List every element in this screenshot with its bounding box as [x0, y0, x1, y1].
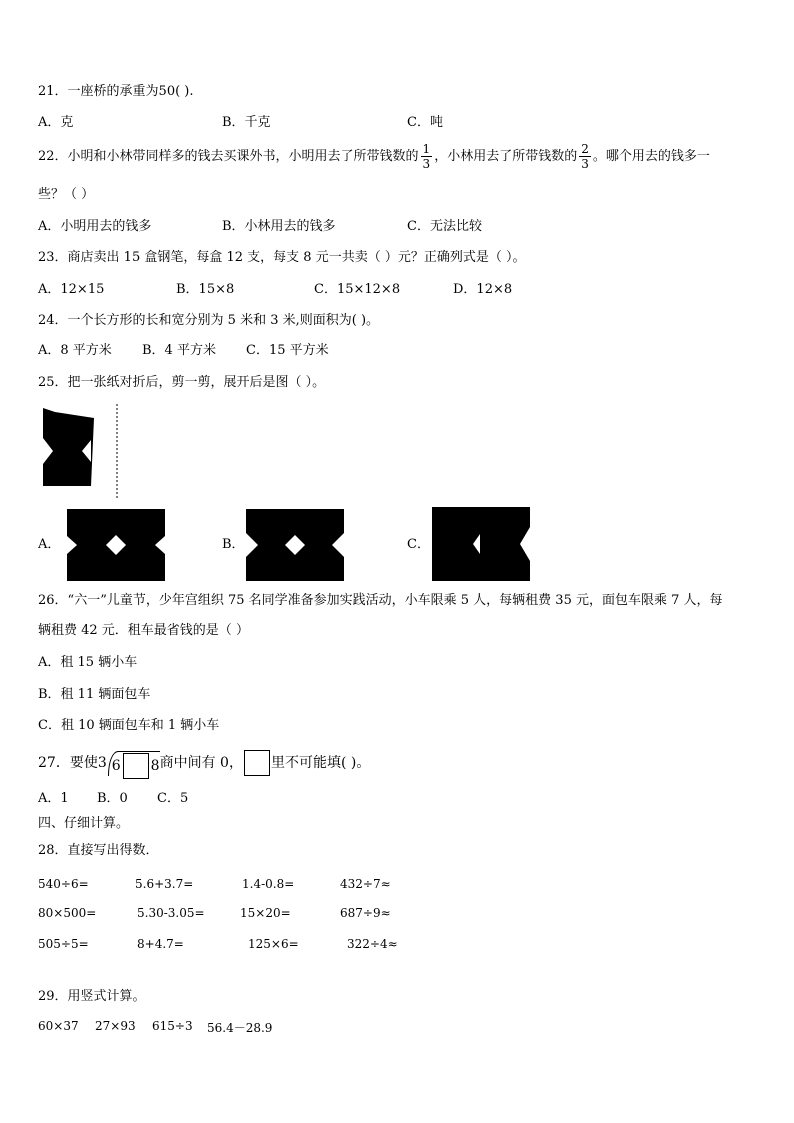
q22-stem-line2: 些？（ ）	[38, 187, 95, 202]
calc-r3-c2: 8+4.7=	[137, 937, 184, 951]
q27-stem-c: 里不可能填( )。	[270, 755, 371, 771]
q23-option-d[interactable]: D．12×8	[453, 282, 513, 297]
q27-option-c[interactable]: C．5	[157, 791, 189, 806]
q26-stem-line2: 辆租费 42 元．租车最省钱的是（ ）	[38, 623, 249, 638]
q22-fraction-2: $\frac{2}{3}$	[581, 142, 589, 171]
option-c-paper	[432, 507, 530, 581]
calc-r1-c4: 432÷7≈	[340, 877, 391, 891]
q26-option-c[interactable]: C．租 10 辆面包车和 1 辆小车	[38, 718, 220, 733]
q27-stem-b: 商中间有 0，	[159, 755, 243, 771]
vertical-calc-4: 56.4－28.9	[207, 1021, 273, 1035]
q24-option-a[interactable]: A．8 平方米	[38, 343, 112, 358]
q22-option-a[interactable]: A．小明用去的钱多	[38, 219, 152, 234]
calc-r3-c1: 505÷5=	[38, 937, 89, 951]
q27-dividend-b: 8	[150, 757, 160, 774]
q25-option-a-label[interactable]: A．	[38, 537, 61, 552]
q22-fraction-1: $\frac{1}{3}$	[422, 142, 431, 171]
q21-option-c[interactable]: C．吨	[407, 115, 443, 130]
calc-r2-c1: 80×500=	[38, 906, 97, 920]
dividend-blank-box[interactable]	[123, 753, 149, 779]
answer-blank-box[interactable]	[244, 750, 270, 776]
q27-option-b[interactable]: B．0	[97, 791, 128, 806]
q26-option-b[interactable]: B．租 11 辆面包车	[38, 687, 151, 702]
q22-stem-b: ，小林用去了所带钱数的	[434, 149, 578, 164]
vertical-calc-2: 27×93	[95, 1019, 136, 1033]
q27-option-a[interactable]: A．1	[38, 791, 69, 806]
calc-r3-c4: 322÷4≈	[347, 937, 398, 951]
division-bracket	[108, 751, 160, 776]
q22-stem-line1	[38, 142, 710, 171]
q27-stem	[38, 749, 370, 777]
q26-option-a[interactable]: A．租 15 辆小车	[38, 655, 138, 670]
q22-stem-a: 22．小明和小林带同样多的钱去买课外书，小明用去了所带钱数的	[38, 149, 419, 164]
calc-r1-c1: 540÷6=	[38, 877, 89, 891]
long-division-expression	[98, 749, 160, 777]
q25-option-a-figure[interactable]	[67, 509, 165, 581]
q29-stem: 29．用竖式计算。	[38, 989, 146, 1004]
q23-stem: 23．商店卖出 15 盒钢笔，每盒 12 支，每支 8 元一共卖（ ）元？正确列式是（ ）。	[38, 250, 526, 265]
q25-stem: 25．把一张纸对折后，剪一剪，展开后是图（ ）。	[38, 375, 326, 390]
calc-r3-c3: 125×6=	[248, 937, 299, 951]
q24-option-b[interactable]: B．4 平方米	[142, 343, 216, 358]
vertical-calc-1: 60×37	[38, 1019, 79, 1033]
q21-stem: 21．一座桥的承重为50( ).	[38, 84, 194, 99]
q23-option-b[interactable]: B．15×8	[176, 282, 235, 297]
calc-r2-c4: 687÷9≈	[340, 906, 391, 920]
calc-r1-c3: 1.4-0.8=	[242, 877, 295, 891]
calc-r2-c2: 5.30-3.05=	[137, 906, 205, 920]
q22-option-c[interactable]: C．无法比较	[407, 219, 482, 234]
q25-option-b-label[interactable]: B．	[222, 537, 245, 552]
calc-r2-c3: 15×20=	[240, 906, 291, 920]
q27-dividend-a: 6	[111, 757, 121, 774]
q25-option-c-figure[interactable]	[432, 507, 530, 581]
q27-divisor: 3	[97, 755, 107, 771]
q22-option-b[interactable]: B．小林用去的钱多	[222, 219, 336, 234]
vertical-calc-3: 615÷3	[152, 1019, 193, 1033]
q24-option-c[interactable]: C．15 平方米	[246, 343, 329, 358]
q27-stem-a: 27．要使	[38, 755, 98, 771]
q28-stem: 28．直接写出得数．	[38, 843, 159, 858]
q22-stem-c: 。哪个用去的钱多一	[592, 149, 710, 164]
q24-stem: 24．一个长方形的长和宽分别为 5 米和 3 米,则面积为( )。	[38, 313, 380, 328]
section-4-heading: 四、仔细计算。	[38, 816, 130, 831]
q25-option-b-figure[interactable]	[246, 509, 344, 581]
q21-option-b[interactable]: B．千克	[222, 115, 271, 130]
q23-option-a[interactable]: A．12×15	[38, 282, 105, 297]
q23-option-c[interactable]: C．15×12×8	[314, 282, 401, 297]
q26-stem-line1: 26．“六一”儿童节，少年宫组织 75 名同学准备参加实践活动，小车限乘 5 人，每辆租费 35 元，面包车限乘 7 人，每	[38, 593, 723, 608]
calc-r1-c2: 5.6+3.7=	[135, 877, 194, 891]
folded-paper-figure	[38, 400, 128, 500]
q21-option-a[interactable]: A．克	[38, 115, 74, 130]
q25-option-c-label[interactable]: C．	[407, 537, 430, 552]
